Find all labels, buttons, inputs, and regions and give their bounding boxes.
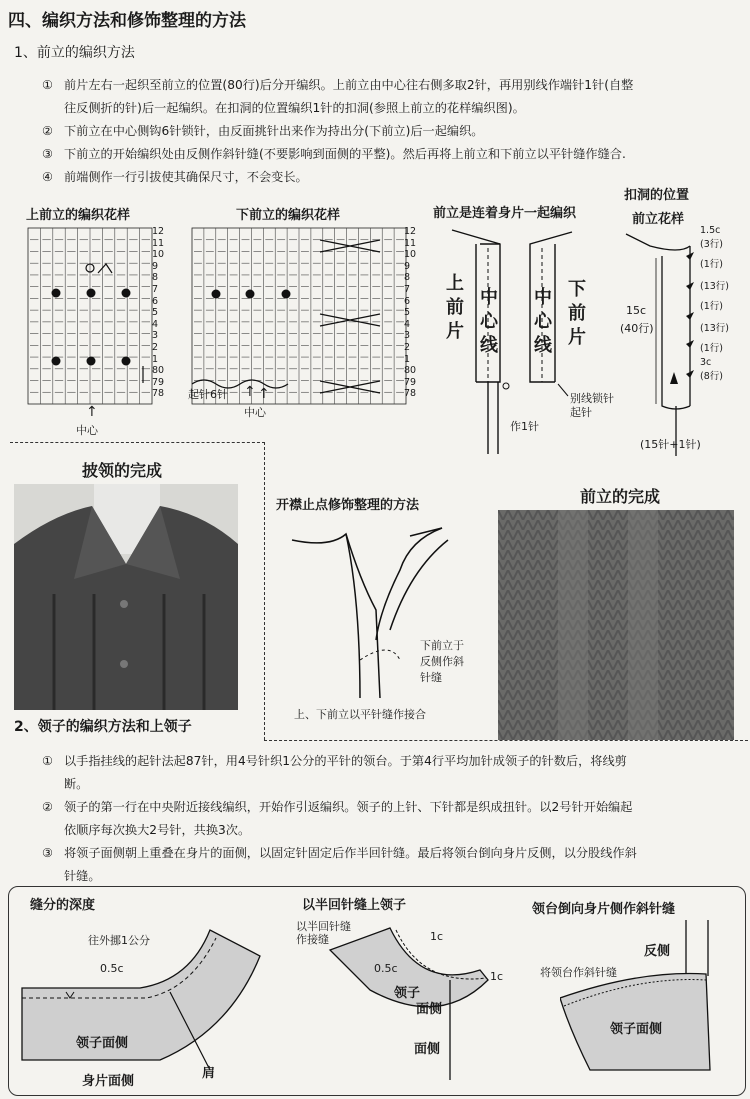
collar-step-3: ③ 将领子面侧朝上重叠在身片的面侧，以固定针固定后作半回针缝。最后将领台倒向身片反侧，以分股线作斜 xyxy=(42,846,637,860)
step-2: ② 下前立在中心侧钩6针锁针，由反面挑针出来作为持出分(下前立)后一起编织。 xyxy=(42,124,484,138)
seam-depth-diagram xyxy=(20,920,280,1090)
seam-depth-title: 缝分的深度 xyxy=(30,898,96,913)
stand-collar-label: 领子面侧 xyxy=(610,1022,663,1037)
center-line-label: 中心线 xyxy=(480,287,498,356)
lower-front-label: 下前片 xyxy=(568,279,586,348)
stand-note: 将领台作斜针缝 xyxy=(540,966,617,979)
stand-reverse-label: 反侧 xyxy=(644,944,671,959)
section2-heading: 2、领子的编织方法和上领子 xyxy=(14,719,192,735)
lower-center-label: 中心 xyxy=(244,406,266,419)
front-photo xyxy=(498,510,734,740)
backstitch-collar: 领子 xyxy=(394,986,421,1001)
collar-step-1: ① 以手指挂线的起针法起87针，用4号针织1公分的平针的领台。于第4行平均加针成领子的针数后，将线剪 xyxy=(42,754,627,768)
buttonhole-span: 15c xyxy=(626,304,647,317)
placket-finish-title: 开襟止点修饰整理的方法 xyxy=(276,498,420,513)
backstitch-half: 0.5c xyxy=(374,962,398,975)
upper-chart-title: 上前立的编织花样 xyxy=(26,208,131,223)
seam-half-label: 0.5c xyxy=(100,962,124,975)
backstitch-face: 面侧 xyxy=(416,1002,443,1017)
step-1: ① 前片左右一起织至前立的位置(80行)后分开编织。上前立由中心往右侧多取2针，再用别线作端针1针(自整 xyxy=(42,78,634,92)
waste-yarn-note: 别线锁针起针 xyxy=(570,392,614,419)
buttonhole-span-rows: (40行) xyxy=(620,322,654,335)
placket-finish-note: 下前立于反侧作斜针缝 xyxy=(420,639,464,684)
backstitch-1c: 1c xyxy=(430,930,444,943)
seam-collar-label: 领子面侧 xyxy=(76,1036,129,1051)
front-photo-title: 前立的完成 xyxy=(580,487,661,506)
buttonhole-title: 扣洞的位置 xyxy=(624,188,690,203)
seam-shift-label: 往外挪1公分 xyxy=(88,934,150,947)
placket-finish-caption: 上、下前立以平针缝作接合 xyxy=(294,708,426,721)
upper-row-numbers: 12 11 10 9 8 7 6 5 4 3 2 1 80 79 78 xyxy=(152,226,165,400)
buttonhole-bottom: (15针+1针) xyxy=(640,438,701,451)
backstitch-face-2: 面侧 xyxy=(414,1042,441,1057)
collar-photo-title: 披领的完成 xyxy=(82,461,163,480)
section1-heading: 1、前立的编织方法 xyxy=(14,45,135,61)
step-4: ④ 前端侧作一行引拔使其确保尺寸，不会变长。 xyxy=(42,170,308,184)
backstitch-note: 以半回针缝作接缝 xyxy=(296,920,351,946)
collar-step-2: ② 领子的第一行在中央附近接线编织，开始作引返编织。领子的上针、下针都是织成扭针。以2号针开始编起 xyxy=(42,800,633,814)
buttonhole-subtitle: 前立花样 xyxy=(632,212,685,227)
cast-on-label: 起针6针 xyxy=(188,388,228,401)
upper-center-label: 中心 xyxy=(76,424,98,437)
collar-photo xyxy=(14,484,238,710)
upper-front-label: 上前片 xyxy=(446,273,464,342)
stand-fold-title: 领台倒向身片侧作斜针缝 xyxy=(532,902,676,917)
page-title: 四、编织方法和修饰整理的方法 xyxy=(8,11,246,31)
seam-body-label: 身片面侧 xyxy=(82,1074,135,1089)
placket-diagram-title: 前立是连着身片一起编织 xyxy=(433,206,577,221)
lower-chart-title: 下前立的编织花样 xyxy=(236,208,341,223)
step-3: ③ 下前立的开始编织处由反侧作斜针缝(不要影响到面侧的平整)。然后再将上前立和下前立以平针缝作缝合. xyxy=(42,147,626,161)
backstitch-1c-b: 1c xyxy=(490,970,504,983)
lower-row-numbers: 12 11 10 9 8 7 6 5 4 3 2 1 80 79 78 xyxy=(404,226,417,400)
seam-shoulder-label: 肩 xyxy=(202,1066,216,1081)
backstitch-title: 以半回针缝上领子 xyxy=(302,898,407,913)
section2-steps: ① 以手指挂线的起针法起87针，用4号针织1公分的平针的领台。于第4行平均加针成领子的针数后，将线剪 断。 ② 领子的第一行在中央附近接线编织，开始作引返编织。领子的上针、下针都是织成扭针。以2号针开始编起 依顺序每次换大2号针，共换3次。 ③ 将领子面侧朝上重叠在身片的面侧，以固定针固定后作半回针缝。最后将领台倒向身片反侧，以分股线作斜 针缝。 xyxy=(42,750,747,888)
make-one-note: 作1针 xyxy=(510,420,539,433)
section1-steps: ① 前片左右一起织至前立的位置(80行)后分开编织。上前立由中心往右侧多取2针，再用别线作端针1针(自整 往反侧折的针)后一起编织。在扣洞的位置编织1针的扣洞(参照上前立的花样编织图)。 ② 下前立在中心侧钩6针锁针，由反面挑针出来作为持出分(下前立)后一起编织。 ③ 下前立的开始编织处由反侧作斜针缝(不要影响到面侧的平整)。然后再将上前立和下前立以平针缝作缝合. ④ 前端侧作一行引拔使其确保尺寸，不会变长。 xyxy=(42,74,747,189)
lower-chart xyxy=(190,226,412,406)
buttonhole-labels: 1.5c (3行) (1行) (13行) (1行) (13行) (1行) 3c (8行) xyxy=(700,225,730,382)
center-line-label-2: 中心线 xyxy=(534,287,552,356)
